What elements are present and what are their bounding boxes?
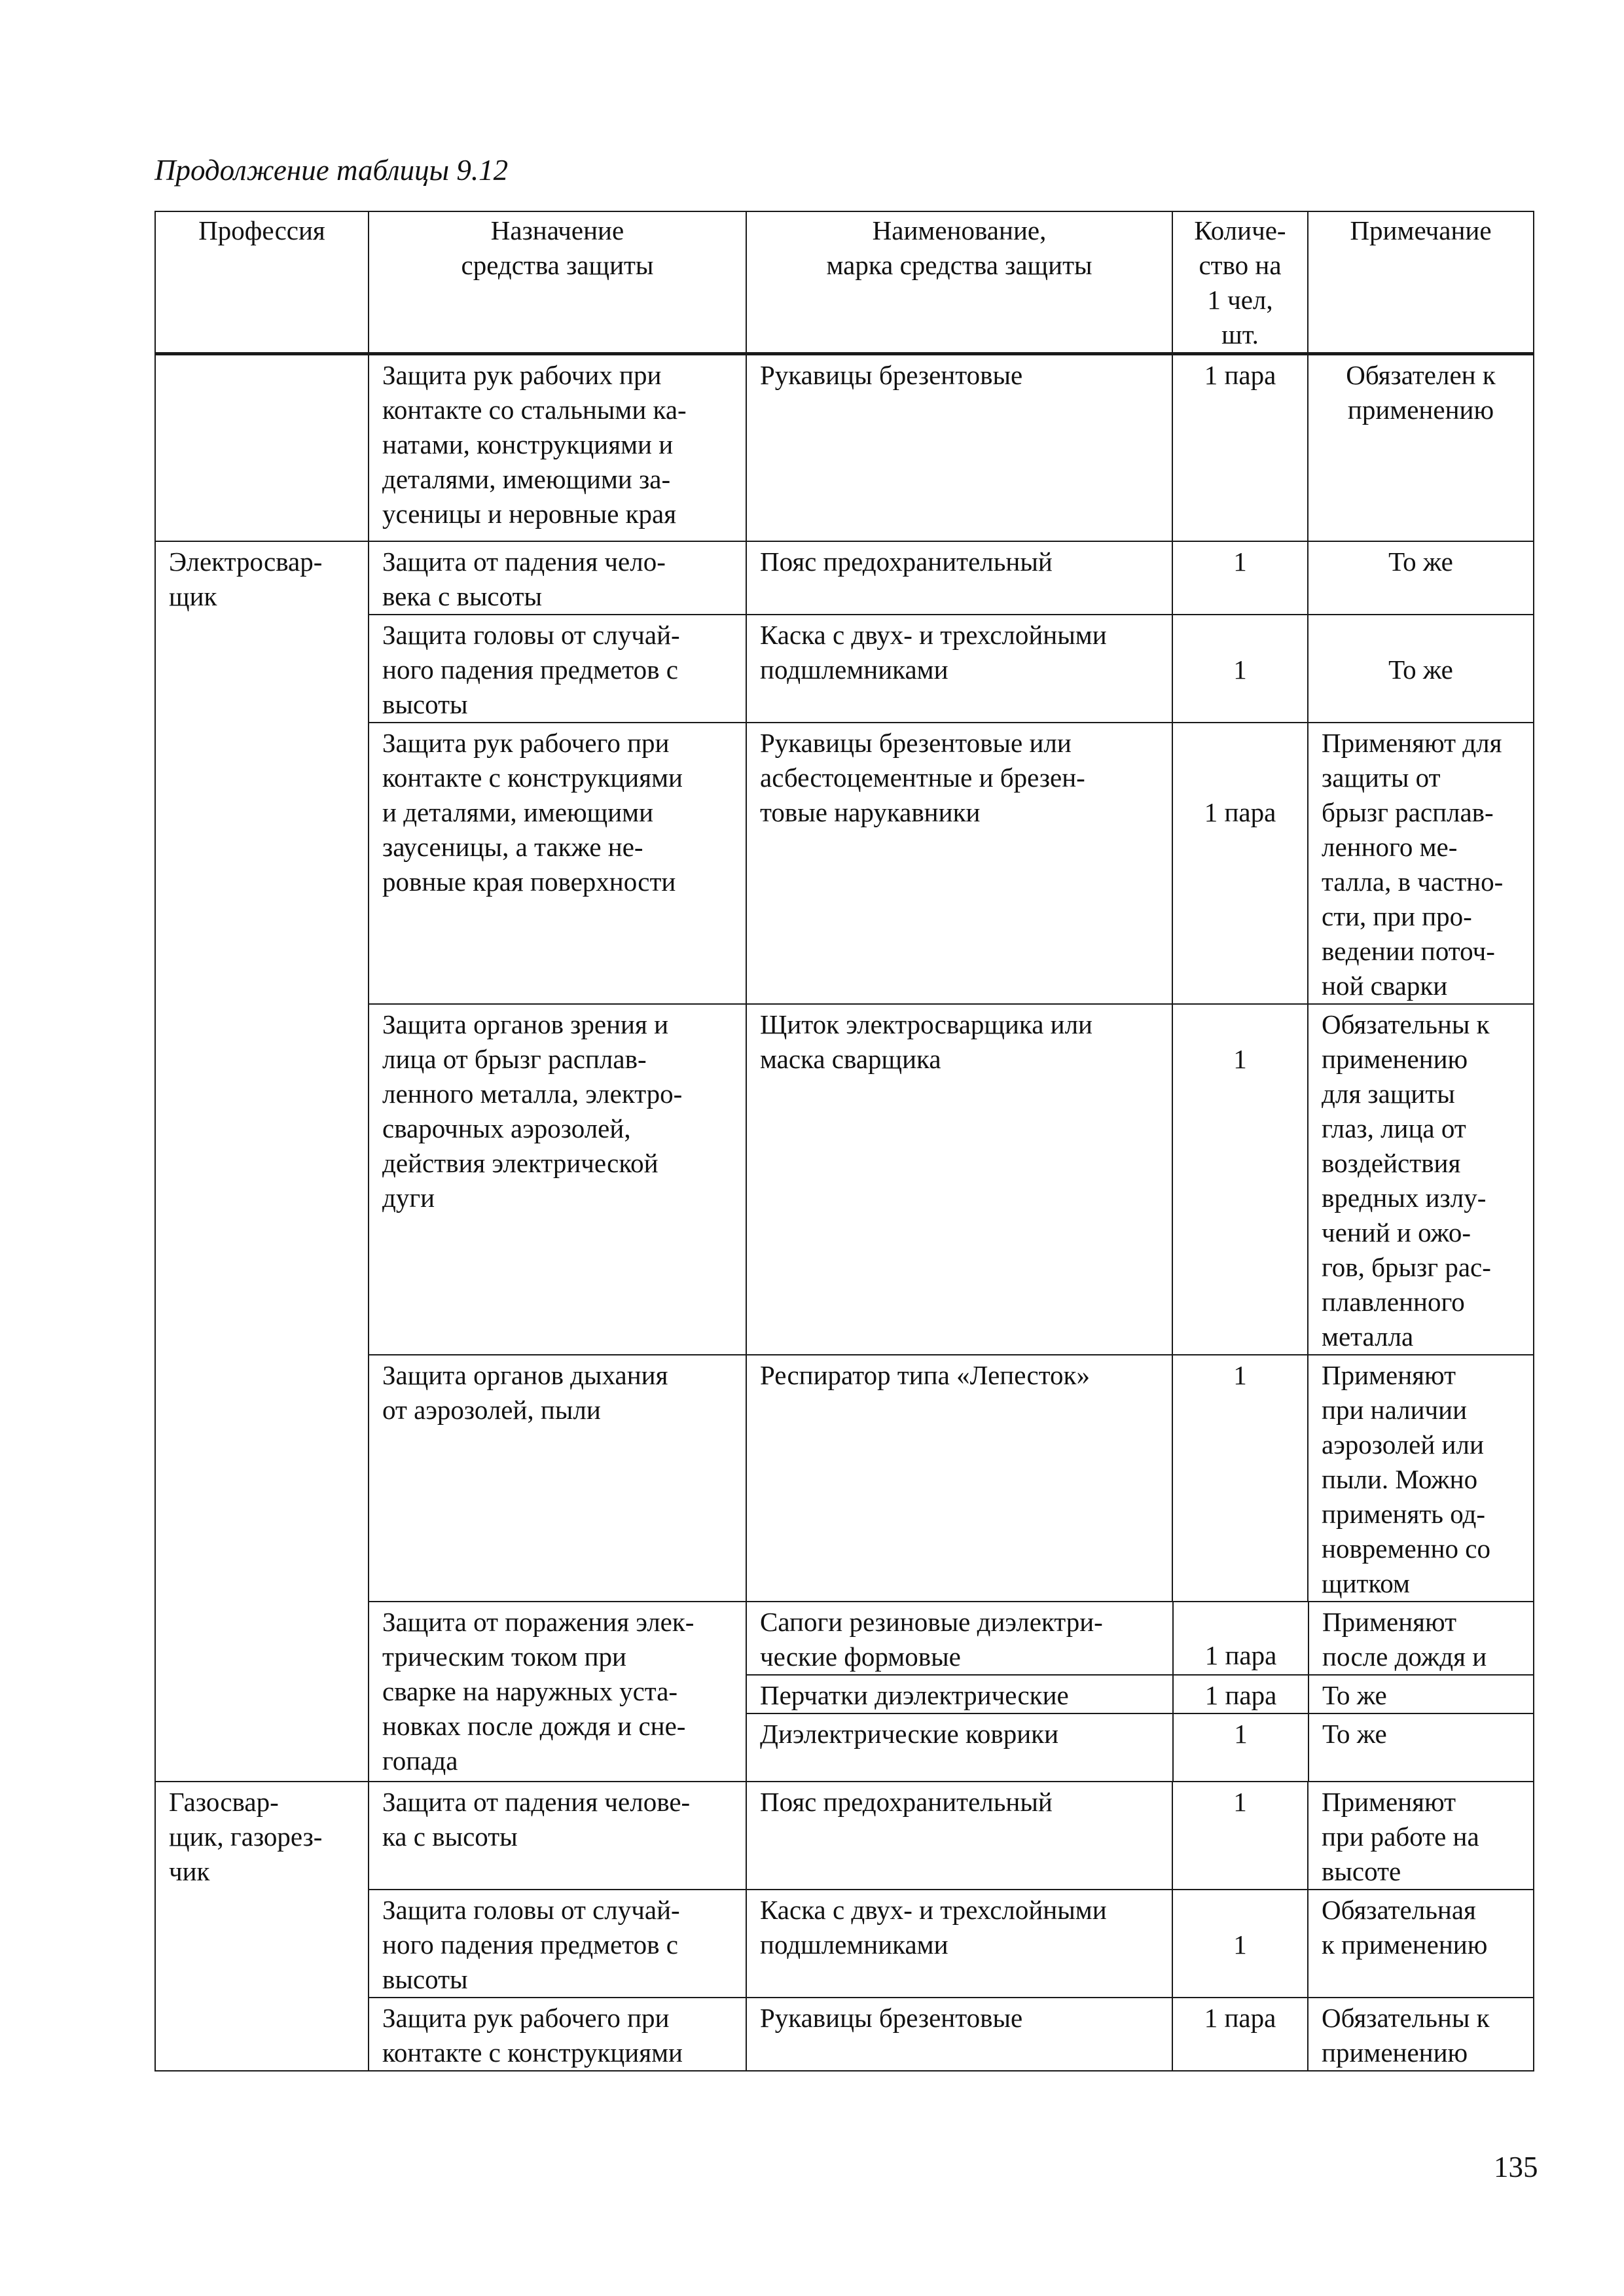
header-profession: Профессия	[155, 211, 369, 354]
purpose-cell: Защита головы от случай- ного падения предметов с высоты	[369, 615, 746, 723]
purpose-cell: Защита рук рабочих при контакте со стальными ка- натами, конструкциями и деталями, имеющими за- усеницы и неровные края	[369, 354, 746, 541]
note-cell: Применяют после дождя и	[1308, 1602, 1534, 1675]
note-cell: Обязателен к применению	[1308, 354, 1534, 541]
note-cell: То же	[1308, 541, 1534, 615]
profession-cell	[155, 354, 369, 541]
purpose-cell: Защита рук рабочего при контакте с конструкциями	[369, 1998, 746, 2071]
table-row	[155, 1782, 1534, 1890]
header-note: Примечание	[1308, 211, 1534, 354]
note-cell: То же	[1308, 1713, 1534, 1781]
note-cell: Обязательны к применению	[1308, 1998, 1534, 2071]
name-cell: Каска с двух- и трехслойными подшлемниками	[746, 1890, 1172, 1998]
quantity-cell: 1	[1172, 1782, 1308, 1890]
purpose-cell: Защита рук рабочего при контакте с конструкциями и деталями, имеющими заусеницы, а также не- ровные края поверхности	[369, 723, 746, 1004]
header-purpose: Назначение средства защиты	[369, 211, 746, 354]
quantity-cell: 1	[1172, 615, 1308, 723]
name-cell: Рукавицы брезентовые или асбестоцементные и брезен- товые нарукавники	[746, 723, 1172, 1004]
quantity-cell: 1	[1172, 541, 1308, 615]
table-header-row	[155, 211, 1534, 354]
name-cell: Перчатки диэлектрические	[747, 1675, 1173, 1713]
purpose-cell: Защита органов дыхания от аэрозолей, пыли	[369, 1355, 746, 1602]
quantity-cell: 1 пара	[1172, 1998, 1308, 2071]
name-cell: Щиток электросварщика или маска сварщика	[746, 1004, 1172, 1355]
purpose-cell: Защита от падения челове- ка с высоты	[369, 1782, 746, 1890]
purpose-cell: Защита от поражения элек- трическим током при сварке на наружных уста- новках после дождя и сне- гопада	[369, 1602, 746, 1782]
table-row	[155, 541, 1534, 615]
table-row	[155, 354, 1534, 541]
header-name: Наименование, марка средства защиты	[746, 211, 1172, 354]
quantity-cell: 1 пара	[1172, 354, 1308, 541]
name-cell: Сапоги резиновые диэлектри- ческие формовые	[747, 1602, 1173, 1675]
quantity-cell: 1	[1172, 1355, 1308, 1602]
note-cell: Обязательны к применению для защиты глаз, лица от воздействия вредных излу- чений и ожо- гов, брызг рас- плавленного металла	[1308, 1004, 1534, 1355]
name-cell: Пояс предохранительный	[746, 1782, 1172, 1890]
note-cell: Применяют для защиты от брызг расплав- ленного ме- талла, в частно- сти, при про- ведении поточ- ной сварки	[1308, 723, 1534, 1004]
note-cell: Обязательная к применению	[1308, 1890, 1534, 1998]
quantity-cell: 1 пара	[1173, 1602, 1308, 1675]
name-cell: Диэлектрические коврики	[747, 1713, 1173, 1781]
sub-item-row	[747, 1713, 1534, 1781]
profession-cell: Электросвар- щик	[155, 541, 369, 1782]
quantity-cell: 1 пара	[1172, 723, 1308, 1004]
name-cell: Респиратор типа «Лепесток»	[746, 1355, 1172, 1602]
sub-items-table	[747, 1602, 1534, 1781]
name-cell: Рукавицы брезентовые	[746, 354, 1172, 541]
page-number: 135	[1494, 2151, 1538, 2183]
quantity-cell: 1	[1172, 1004, 1308, 1355]
protective-equipment-table	[154, 211, 1534, 2072]
profession-cell: Газосвар- щик, газорез- чик	[155, 1782, 369, 2071]
purpose-cell: Защита органов зрения и лица от брызг расплав- ленного металла, электро- сварочных аэрозолей, действия электрической дуги	[369, 1004, 746, 1355]
sub-items-cell	[746, 1602, 1534, 1782]
table-caption: Продолжение таблицы 9.12	[154, 154, 509, 187]
header-quantity: Количе- ство на 1 чел, шт.	[1172, 211, 1308, 354]
sub-item-row	[747, 1602, 1534, 1675]
purpose-cell: Защита от падения чело- века с высоты	[369, 541, 746, 615]
note-cell: То же	[1308, 1675, 1534, 1713]
name-cell: Пояс предохранительный	[746, 541, 1172, 615]
quantity-cell: 1 пара	[1173, 1675, 1308, 1713]
quantity-cell: 1	[1173, 1713, 1308, 1781]
sub-item-row	[747, 1675, 1534, 1713]
note-cell: Применяют при работе на высоте	[1308, 1782, 1534, 1890]
note-cell: То же	[1308, 615, 1534, 723]
note-cell: Применяют при наличии аэрозолей или пыли. Можно применять од- новременно со щитком	[1308, 1355, 1534, 1602]
name-cell: Каска с двух- и трехслойными подшлемниками	[746, 615, 1172, 723]
quantity-cell: 1	[1172, 1890, 1308, 1998]
purpose-cell: Защита головы от случай- ного падения предметов с высоты	[369, 1890, 746, 1998]
name-cell: Рукавицы брезентовые	[746, 1998, 1172, 2071]
